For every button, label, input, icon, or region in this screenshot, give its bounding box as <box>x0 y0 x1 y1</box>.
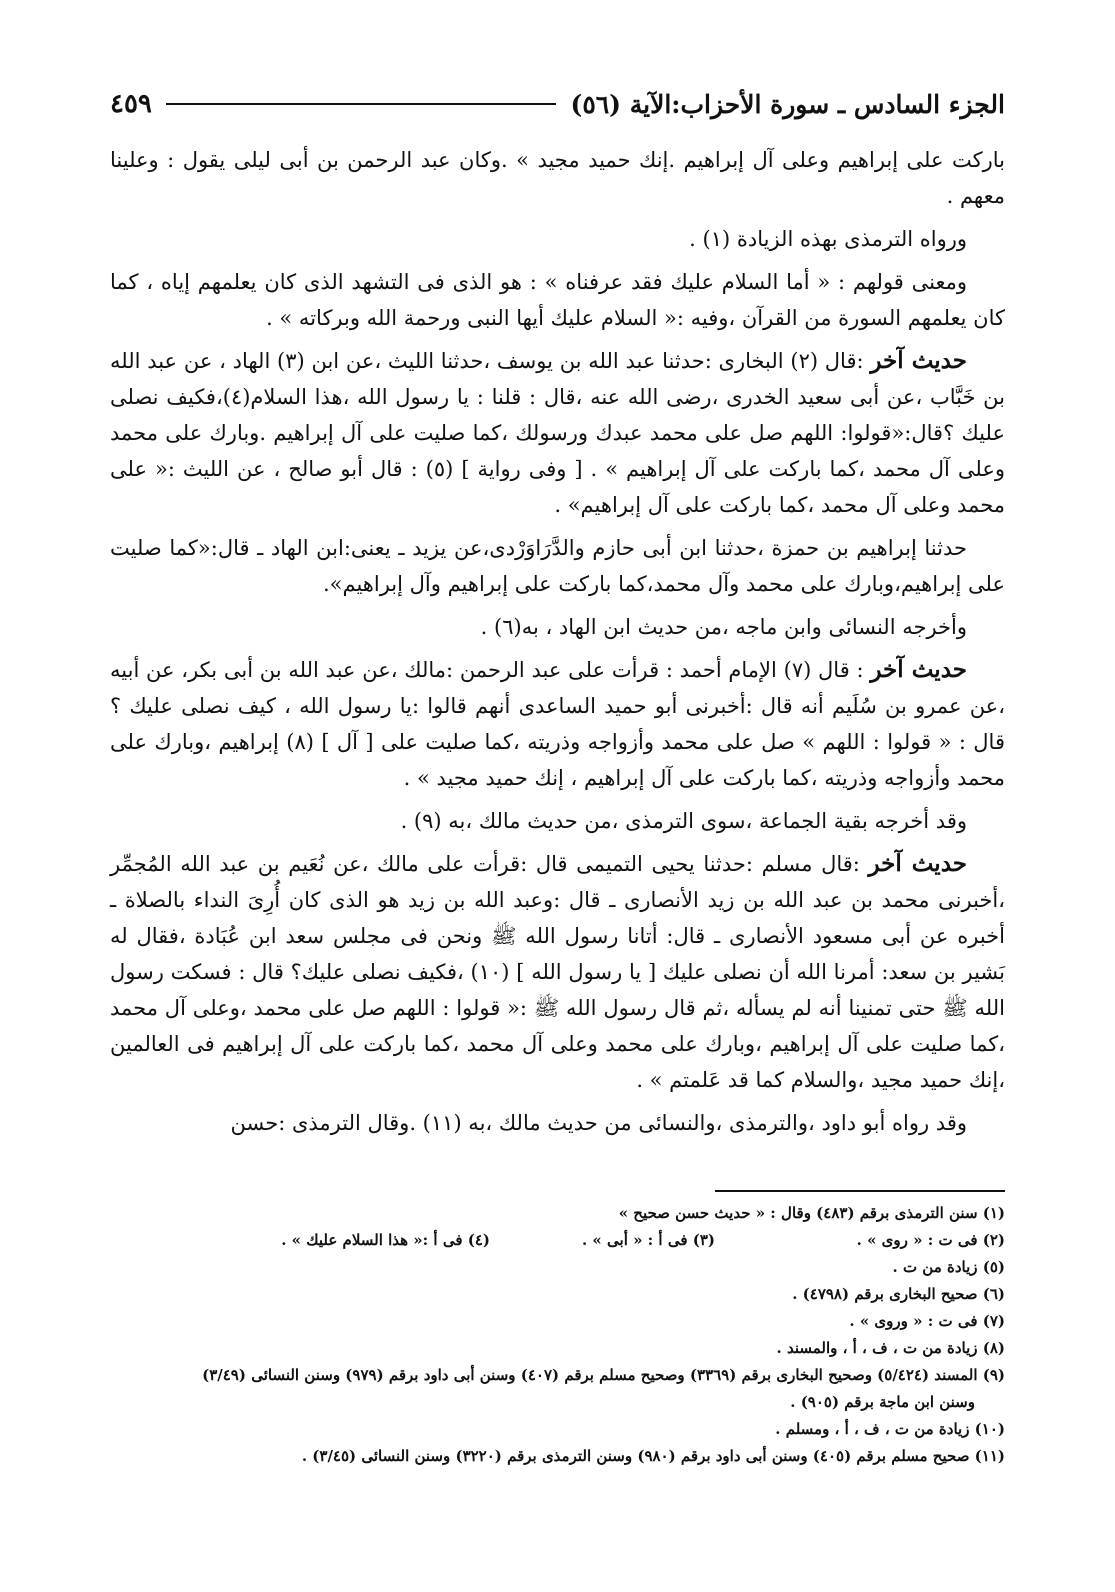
paragraph <box>110 343 1005 523</box>
page-number: ٤٥٩ <box>110 89 152 119</box>
paragraph: وأخرجه النسائى وابن ماجه ،من حديث ابن الهاد ، به(٦) . <box>480 615 967 639</box>
footnote: (٧) فى ت : « وروى » . <box>849 1312 1005 1330</box>
footnote-row <box>115 1227 1005 1254</box>
hadith-heading: حديث آخر <box>868 850 967 877</box>
footnote: (٤) فى أ :« هذا السلام عليك » . <box>281 1231 490 1249</box>
paragraph: وقد أخرجه بقية الجماعة ،سوى الترمذى ،من حديث مالك ،به (٩) . <box>400 809 967 833</box>
footnote: (٨) زيادة من ت ، ف ، أ ، والمسند . <box>776 1339 1005 1357</box>
footnote: (٢) فى ت : « روى » . <box>856 1231 1005 1249</box>
footnote: (٩) المسند (٥/٤٢٤) وصحيح البخارى برقم (٣٣٦٩) وصحيح مسلم برقم (٤٠٧) وسنن أبى داود برقم (٩٧٩) وسنن النسائى (٣/٤٩) <box>202 1366 1005 1384</box>
footnote-separator <box>715 1190 1005 1192</box>
main-text <box>110 142 1005 1148</box>
hadith-heading: حديث آخر <box>870 656 967 683</box>
paragraph <box>110 846 1005 1098</box>
running-title: الجزء السادس ـ سورة الأحزاب:الآية (٥٦) <box>570 89 1005 119</box>
footnote: (٥) زيادة من ت . <box>892 1258 1005 1276</box>
paragraph: باركت على إبراهيم وعلى آل إبراهيم .إنك حميد مجيد » .وكان عبد الرحمن بن أبى ليلى يقول : وعلينا معهم . <box>110 148 1005 208</box>
paragraph: وقد رواه أبو داود ،والترمذى ،والنسائى من حديث مالك ،به (١١) .وقال الترمذى :حسن <box>230 1111 967 1135</box>
hadith-heading: حديث آخر <box>870 347 967 374</box>
header-rule <box>166 103 557 105</box>
paragraph: حدثنا إبراهيم بن حمزة ،حدثنا ابن أبى حازم والدَّرَاوَرْدى،عن يزيد ـ يعنى:ابن الهاد ـ قال:«كما صليت على إبراهيم،وبارك على محمد وآل محمد،كما باركت على إبراهيم وآل إبراهيم». <box>110 536 1005 596</box>
page-header <box>110 84 1005 124</box>
footnote: (١) سنن الترمذى برقم (٤٨٣) وقال : « حديث حسن صحيح » <box>618 1204 1005 1222</box>
footnote: (٦) صحيح البخارى برقم (٤٧٩٨) . <box>792 1285 1005 1303</box>
paragraph: ورواه الترمذى بهذه الزيادة (١) . <box>689 227 967 251</box>
footnote: (١٠) زيادة من ت ، ف ، أ ، ومسلم . <box>775 1420 1005 1438</box>
footnote-continuation: وسنن ابن ماجة برقم (٩٠٥) . <box>790 1393 975 1411</box>
paragraph-text: : قال (٧) الإمام أحمد : قرأت على عبد الرحمن :مالك ،عن عبد الله بن أبى بكر، عن أبيه ،عن عمرو بن سُلَيم أنه قال :أخبرنى أبو حميد الساعدى أنهم قالوا :يا رسول الله ، كيف نصلى عليك ؟ قال : « قولوا : اللهم » صل على محمد وأزواجه وذريته ،كما صليت على [ آل ] (٨) إبراهيم ،وبارك على محمد وأزواجه وذريته ،كما باركت على آل إبراهيم ، إنك حميد مجيد » . <box>110 658 1005 790</box>
footnotes <box>115 1200 1005 1470</box>
paragraph-text: :قال مسلم :حدثنا يحيى التميمى قال :قرأت على مالك ،عن نُعَيم بن عبد الله المُجمِّر ،أخبرنى محمد بن عبد الله بن زيد الأنصارى ـ قال :وعبد الله بن زيد هو الذى كان أُرِىَ النداء بالصلاة ـ أخبره عن أبى مسعود الأنصارى ـ قال: أتانا رسول الله ﷺ ونحن فى مجلس سعد ابن عُبَادة ،فقال له بَشير بن سعد: أمرنا الله أن نصلى عليك [ يا رسول الله ] (١٠) ،فكيف نصلى عليك؟ قال : فسكت رسول الله ﷺ حتى تمنينا أنه لم يسأله ،ثم قال رسول الله ﷺ :« قولوا : اللهم صل على محمد ،وعلى آل محمد ،كما صليت على آل إبراهيم ،وبارك على محمد وعلى آل محمد ،كما باركت على آل إبراهيم فى العالمين ،إنك حميد مجيد ،والسلام كما قد عَلمتم » . <box>110 852 1005 1092</box>
paragraph <box>110 652 1005 796</box>
paragraph: ومعنى قولهم : « أما السلام عليك فقد عرفناه » : هو الذى فى التشهد الذى كان يعلمهم إياه ، كما كان يعلمهم السورة من القرآن ،وفيه :« السلام عليك أيها النبى ورحمة الله وبركاته » . <box>110 270 1005 330</box>
footnote: (١١) صحيح مسلم برقم (٤٠٥) وسنن أبى داود برقم (٩٨٠) وسنن الترمذى برقم (٣٢٢٠) وسنن النسائى (٣/٤٥) . <box>301 1447 1005 1465</box>
paragraph-text: :قال (٢) البخارى :حدثنا عبد الله بن يوسف ،حدثنا الليث ،عن ابن (٣) الهاد ، عن عبد الله بن خَبَّاب ،عن أبى سعيد الخدرى ،رضى الله عنه ،قال : قلنا : يا رسول الله ،هذا السلام(٤)،فكيف نصلى عليك ؟قال:«قولوا: اللهم صل على محمد عبدك ورسولك ،كما صليت على آل إبراهيم .وبارك على محمد وعلى آل محمد ،كما باركت على آل إبراهيم » . [ وفى رواية ] (٥) : قال أبو صالح ، عن الليث :« على محمد وعلى آل محمد ،كما باركت على آل إبراهيم» . <box>110 349 1006 517</box>
footnote: (٣) فى أ : « أبى » . <box>581 1231 715 1249</box>
